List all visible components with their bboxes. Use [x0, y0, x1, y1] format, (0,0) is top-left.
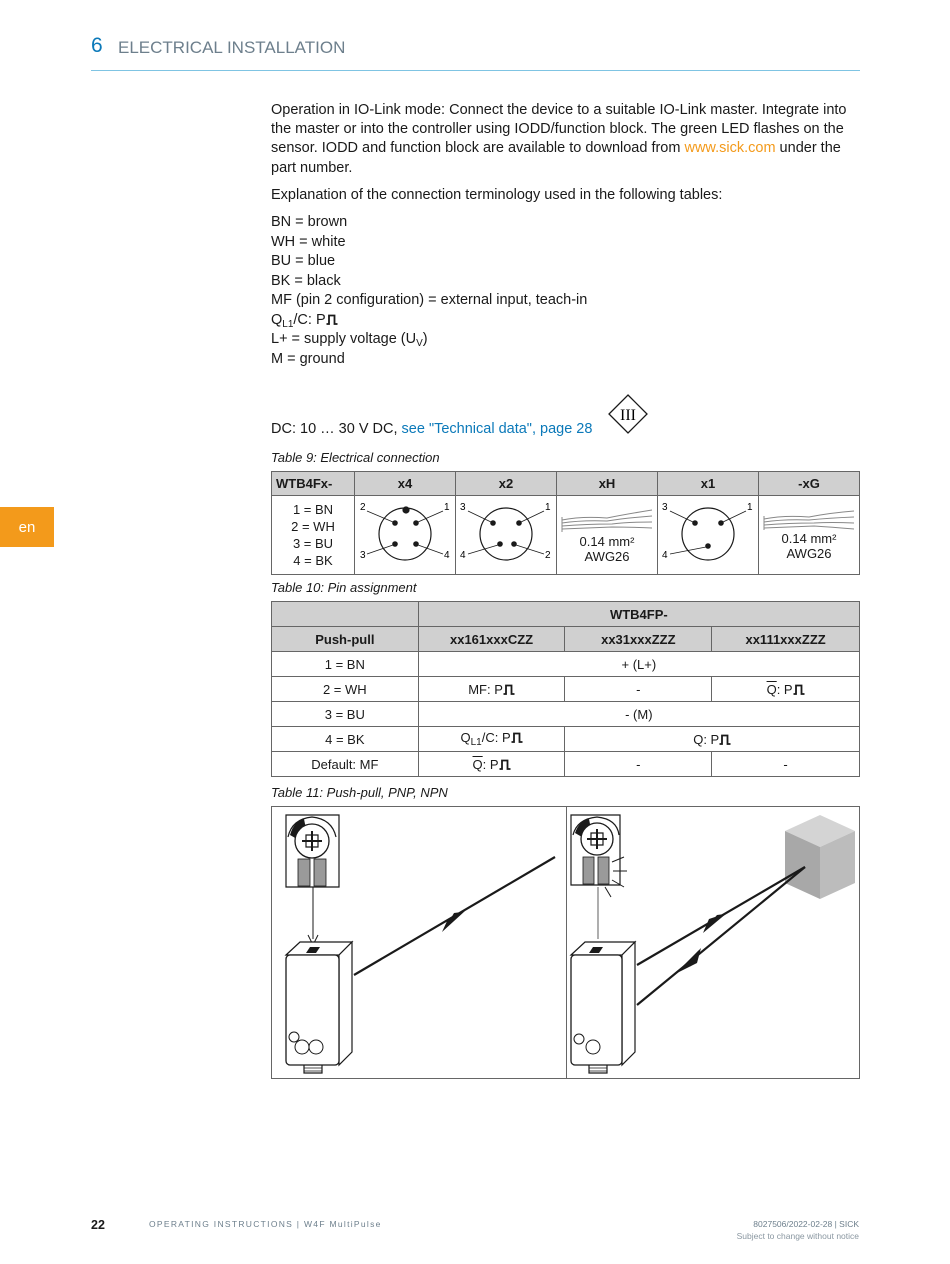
- page-header: [91, 34, 860, 71]
- t10-col-header-3: xx111xxxZZZ: [712, 627, 860, 652]
- table-row: [272, 652, 860, 677]
- term-wh: WH = white: [271, 233, 346, 250]
- table-row: [272, 677, 860, 702]
- explanation-paragraph: Explanation of the connection terminology used in the following tables:: [271, 186, 723, 203]
- intro-paragraph: [271, 101, 861, 178]
- xh-cable-cell: [557, 496, 658, 575]
- row-value: $Q_{L1}/C$: P: [418, 727, 565, 752]
- svg-text:4: 4: [460, 550, 466, 561]
- xh-cross-section: 0.14 mm²: [579, 534, 635, 549]
- chapter-title: ELECTRICAL INSTALLATION: [118, 38, 346, 57]
- intro-text-end: under the part number.: [271, 140, 841, 176]
- t10-col-header-0: Push-pull: [272, 627, 419, 652]
- svg-text:3: 3: [360, 550, 366, 561]
- table-row: [272, 752, 860, 777]
- svg-text:4: 4: [444, 550, 450, 561]
- x2-connector-cell: [456, 496, 557, 575]
- xh-cable-icon: [557, 506, 657, 534]
- x1-connector-cell: [658, 496, 759, 575]
- t10-blank-header: [272, 602, 419, 627]
- term-lplus: L+ = supply voltage $(U_V)$: [271, 331, 428, 350]
- row-label: Default: MF: [272, 752, 419, 777]
- page-number: 22: [91, 1218, 105, 1232]
- row-value: Q: P: [565, 727, 860, 752]
- row-label: 1 = BN: [272, 652, 419, 677]
- term-mf: MF (pin 2 configuration) = external input, teach-in: [271, 292, 588, 309]
- t9-header-5: -xG: [759, 472, 860, 496]
- row-label: 3 = BU: [272, 702, 419, 727]
- pulse-icon: [511, 732, 523, 743]
- row-value: -: [712, 752, 860, 777]
- protection-class-iii-icon: [608, 394, 648, 434]
- row-value: -: [565, 677, 712, 702]
- svg-text:2: 2: [360, 502, 366, 513]
- t9-header-0: WTB4Fx-: [272, 472, 355, 496]
- pulse-icon: [503, 684, 515, 695]
- intro-text: Operation in IO-Link mode: Connect the device to a suitable IO-Link master. Integrate into the master or into the controller using IODD/function block. The green LED flashes on the sensor. IODD and function block are available to download from: [271, 102, 847, 157]
- term-bn: BN = brown: [271, 214, 348, 231]
- svg-text:2: 2: [545, 550, 551, 561]
- row-value: MF: P: [418, 677, 565, 702]
- pin-1: 1 = BN: [292, 502, 334, 517]
- pulse-icon: [499, 759, 511, 770]
- svg-text:1: 1: [444, 502, 450, 513]
- pin-4: 4 = BK: [293, 553, 333, 568]
- terminology-list: [271, 213, 861, 369]
- svg-text:1: 1: [545, 502, 551, 513]
- xh-awg: AWG26: [584, 549, 630, 564]
- pin-assignment-table: [271, 601, 860, 777]
- t9-header-4: x1: [658, 472, 759, 496]
- svg-text:4: 4: [662, 550, 668, 561]
- pin-3: 3 = BU: [292, 536, 334, 551]
- x4-connector-diagram: [355, 496, 455, 571]
- table11-caption: Table 11: Push-pull, PNP, NPN: [271, 785, 448, 800]
- xg-cable-icon: [759, 509, 859, 531]
- t9-pin-list: [272, 496, 355, 575]
- supply-voltage-line: [271, 421, 592, 437]
- xg-awg: AWG26: [786, 546, 832, 561]
- row-value: -: [565, 752, 712, 777]
- pin-2: 2 = WH: [291, 519, 335, 534]
- pulse-icon: [793, 684, 805, 695]
- footer-doc-title: OPERATING INSTRUCTIONS | W4F MultiPulse: [149, 1219, 382, 1229]
- svg-text:3: 3: [460, 502, 466, 513]
- sensor-without-object-illustration: [272, 807, 566, 1078]
- row-value: $\overline{Q}$: P: [712, 677, 860, 702]
- technical-data-link[interactable]: see "Technical data", page 28: [401, 421, 593, 437]
- dc-text: DC: 10 … 30 V DC,: [271, 421, 402, 437]
- language-tab[interactable]: en: [0, 507, 54, 547]
- t10-col-header-2: xx31xxxZZZ: [565, 627, 712, 652]
- electrical-connection-table: [271, 471, 860, 575]
- pulse-icon: [326, 314, 338, 325]
- t9-header-2: x2: [456, 472, 557, 496]
- svg-text:3: 3: [662, 502, 668, 513]
- chapter-number: 6: [91, 34, 103, 57]
- row-value: + (L+): [418, 652, 859, 677]
- row-label: 4 = BK: [272, 727, 419, 752]
- term-m: M = ground: [271, 350, 345, 367]
- table-row: [272, 702, 860, 727]
- push-pull-figure: [271, 806, 860, 1079]
- sick-link[interactable]: www.sick.com: [684, 140, 776, 157]
- footer-doc-id: 8027506/2022-02-28 | SICK: [753, 1219, 859, 1229]
- x2-connector-diagram: [456, 496, 556, 571]
- sensor-with-object-illustration: [567, 807, 859, 1078]
- svg-text:1: 1: [747, 502, 753, 513]
- xg-cable-cell: [759, 496, 860, 575]
- x4-connector-cell: [355, 496, 456, 575]
- xg-cross-section: 0.14 mm²: [781, 531, 837, 546]
- t9-header-3: xH: [557, 472, 658, 496]
- term-bk: BK = black: [271, 272, 341, 289]
- row-label: 2 = WH: [272, 677, 419, 702]
- body-text: [271, 101, 861, 369]
- t10-col-header-1: xx161xxxCZZ: [418, 627, 565, 652]
- footer-notice: Subject to change without notice: [736, 1231, 859, 1241]
- term-ql1: $Q_{L1}/C$: P: [271, 311, 861, 331]
- table-row: [272, 727, 860, 752]
- t9-header-1: x4: [355, 472, 456, 496]
- pulse-icon: [719, 734, 731, 745]
- table10-caption: Table 10: Pin assignment: [271, 580, 417, 595]
- row-value: - (M): [418, 702, 859, 727]
- svg-text:III: III: [620, 407, 636, 424]
- x1-connector-diagram: [658, 496, 758, 571]
- table9-caption: Table 9: Electrical connection: [271, 450, 440, 465]
- row-value: $\overline{Q}$: P: [418, 752, 565, 777]
- term-bu: BU = blue: [271, 253, 336, 270]
- t10-group-header: WTB4FP-: [418, 602, 859, 627]
